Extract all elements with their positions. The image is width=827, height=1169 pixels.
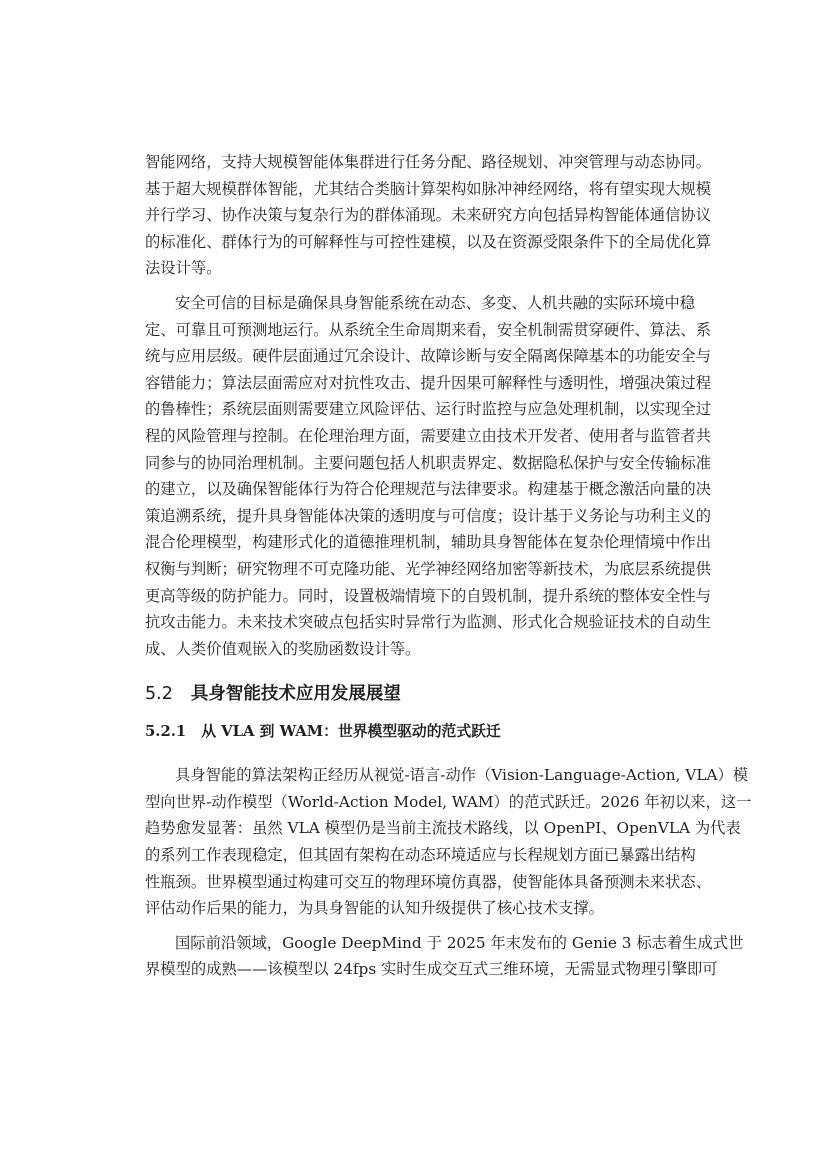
section-number: 5.2 [145, 684, 173, 705]
paragraph-line: 智能网络，支持大规模智能体集群进行任务分配、路径规划、冲突管理与动态协同。 [145, 153, 711, 171]
paragraph-line: 容错能力；算法层面需应对对抗性攻击、提升因果可解释性与透明性，增强决策过程 [145, 373, 711, 392]
subsection-title: 从 VLA 到 WAM：世界模型驱动的范式跃迁 [201, 723, 501, 741]
paragraph-line: 定、可靠且可预测地运行。从系统全生命周期来看，安全机制需贯穿硬件、算法、系 [145, 320, 711, 339]
paragraph-line: 权衡与判断；研究物理不可克隆功能、光学神经网络加密等新技术，为底层系统提供 [145, 559, 711, 578]
paragraph-line: 抗攻击能力。未来技术突破点包括实时异常行为监测、形式化合规验证技术的自动生 [145, 613, 711, 632]
paragraph-line: 界模型的成熟——该模型以 24fps 实时生成交互式三维环境，无需显式物理引擎即可 [145, 960, 718, 979]
paragraph-line: 成、人类价值观嵌入的奖励函数设计等。 [145, 639, 421, 658]
paragraph-line: 性瓶颈。世界模型通过构建可交互的物理环境仿真器，使智能体具备预测未来状态、 [145, 872, 711, 891]
paragraph-line: 策追溯系统，提升具身智能体决策的透明度与可信度；设计基于义务论与功利主义的 [145, 506, 711, 525]
paragraph-line: 的鲁棒性；系统层面则需要建立风险评估、运行时监控与应急处理机制，以实现全过 [145, 400, 711, 419]
paragraph-safety-trust [145, 290, 711, 662]
subsection-number: 5.2.1 [145, 723, 187, 741]
paragraph-swarm-intelligence [145, 149, 711, 282]
paragraph-line: 的标准化、群体行为的可解释性与可控性建模，以及在资源受限条件下的全局优化算 [145, 232, 711, 251]
paragraph-line: 趋势愈发显著：虽然 VLA 模型仍是当前主流技术路线，以 OpenPI、OpenVLA 为代表 [145, 819, 741, 838]
paragraph-line: 基于超大规模群体智能，尤其结合类脑计算架构如脉冲神经网络，将有望实现大规模 [145, 179, 711, 198]
paragraph-line: 法设计等。 [145, 259, 222, 278]
paragraph-line: 同参与的协同治理机制。主要问题包括人机职责界定、数据隐私保护与安全传输标准 [145, 453, 711, 472]
section-title: 具身智能技术应用发展展望 [190, 684, 401, 705]
paragraph-line: 安全可信的目标是确保具身智能系统在动态、多变、人机共融的实际环境中稳 [175, 293, 696, 312]
paragraph-line: 具身智能的算法架构正经历从视觉-语言-动作（Vision-Language-Action, VLA）模 [175, 766, 749, 785]
paragraph-vla-to-wam [145, 762, 752, 922]
page-content [145, 149, 752, 983]
paragraph-line: 型向世界-动作模型（World-Action Model, WAM）的范式跃迁。2026 年初以来，这一 [145, 792, 752, 811]
paragraph-line: 混合伦理模型，构建形式化的道德推理机制，辅助具身智能体在复杂伦理情境中作出 [145, 533, 711, 552]
paragraph-line: 评估动作后果的能力，为具身智能的认知升级提供了核心技术支撑。 [145, 899, 604, 918]
section-heading-5-2 [145, 680, 682, 708]
paragraph-international-frontier [145, 930, 744, 983]
paragraph-line: 的系列工作表现稳定，但其固有架构在动态环境适应与长程规划方面已暴露出结构 [145, 846, 696, 865]
subsection-heading-5-2-1 [145, 718, 682, 746]
paragraph-line: 统与应用层级。硬件层面通过冗余设计、故障诊断与安全隔离保障基本的功能安全与 [145, 347, 711, 366]
paragraph-line: 并行学习、协作决策与复杂行为的群体涌现。未来研究方向包括异构智能体通信协议 [145, 206, 711, 225]
paragraph-line: 国际前沿领域，Google DeepMind 于 2025 年末发布的 Genie 3 标志着生成式世 [175, 933, 744, 952]
paragraph-line: 程的风险管理与控制。在伦理治理方面，需要建立由技术开发者、使用者与监管者共 [145, 426, 711, 445]
paragraph-line: 更高等级的防护能力。同时，设置极端情境下的自毁机制，提升系统的整体安全性与 [145, 586, 711, 605]
paragraph-line: 的建立，以及确保智能体行为符合伦理规范与法律要求。构建基于概念激活向量的决 [145, 480, 711, 499]
